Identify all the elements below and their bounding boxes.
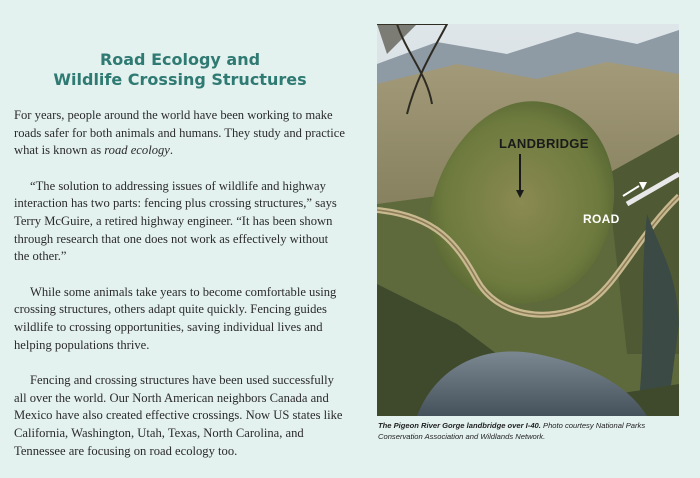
photo-illustration [377,24,679,416]
paragraph-intro [14,107,346,160]
road-label: ROAD [583,212,620,226]
photo-caption [378,421,678,442]
paragraph-intro-end: . [169,143,174,158]
title-line-1: Road Ecology and [99,50,261,69]
caption-credit: Photo courtesy National Parks Conservation Association and Wildlands Network. [378,421,646,441]
paragraph-quote: “The solution to addressing issues of wildlife and highway interaction has two parts: fencing plus crossing structures,” says Terry McGuire, a retired highway engineer. “It has been shown through research that one does not work as effectively without the other.” [14,178,337,264]
landbridge-label: LANDBRIDGE [499,136,589,151]
title-line-2: Wildlife Crossing Structures [53,70,307,89]
paragraph-intro-text: For years, people around the world have been working to make roads safer for both animals and humans. They study and practice what is known as [14,108,345,158]
paragraph-adaptation: While some animals take years to become comfortable using crossing structures, others adapt quite quickly. Fencing guides wildlife to crossing opportunities, saving individual lives and helping populations thrive. [14,284,337,352]
page-title [14,50,346,90]
article-column [14,50,346,478]
landbridge-photo [377,24,679,416]
road-ecology-term: road ecology [104,143,170,158]
caption-bold: The Pigeon River Gorge landbridge over I-40. [378,421,541,430]
paragraph-worldwide: Fencing and crossing structures have been used successfully all over the world. Our North American neighbors Canada and Mexico have also created effective crossings. Now US states like California, Washington, Utah, Texas, North Carolina, and Tennessee are focusing on road ecology too. [14,373,343,458]
